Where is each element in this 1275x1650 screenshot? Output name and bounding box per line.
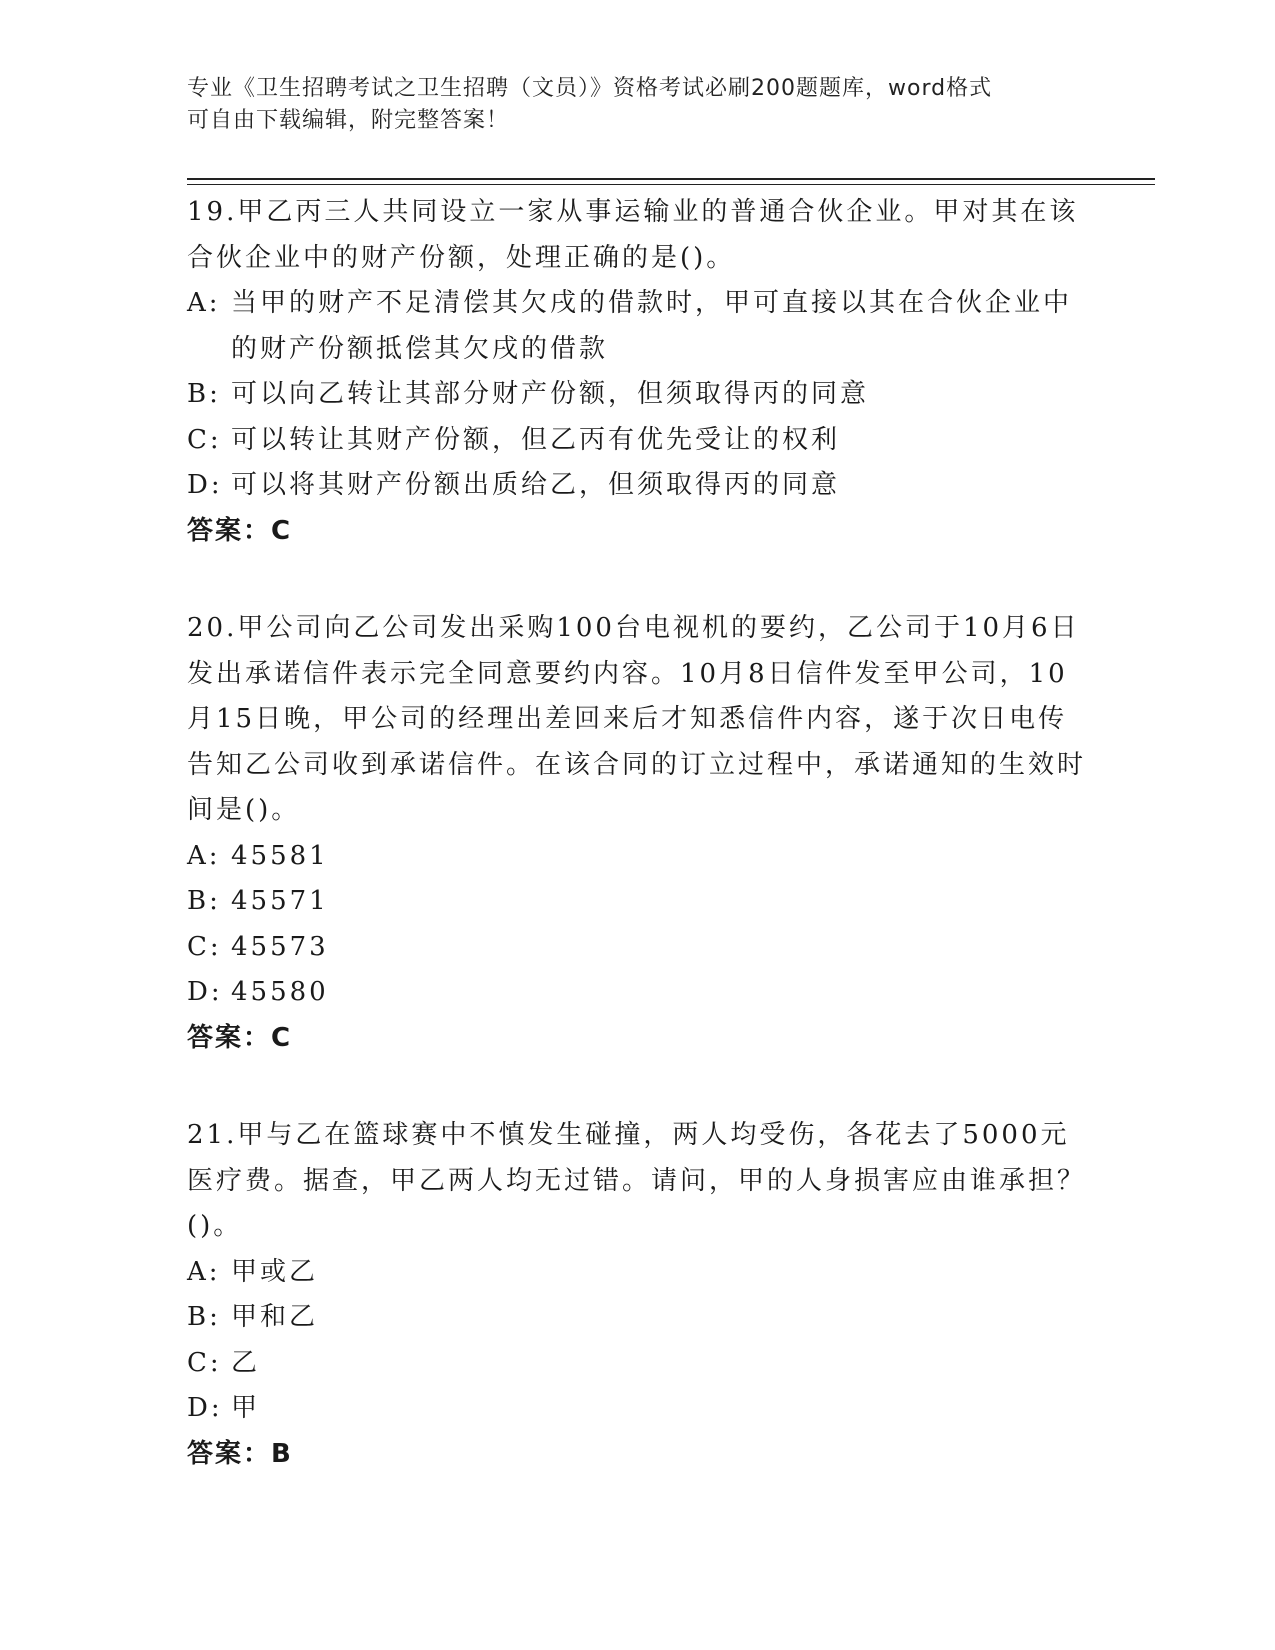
option-b [187,879,1087,925]
option-d [187,1386,1087,1432]
question-20 [187,606,1087,1061]
option-text: 45571 [231,886,329,916]
option-c [187,925,1087,971]
header-line-1: 专业《卫生招聘考试之卫生招聘（文员）》资格考试必刷200题题库，word格式 [187,76,993,101]
option-text: 可以转让其财产份额，但乙丙有优先受让的权利 [231,424,841,455]
option-text: 可以向乙转让其部分财产份额，但须取得丙的同意 [231,379,870,409]
document-header [187,73,1067,137]
option-a [187,281,1087,372]
option-key: A: [187,288,221,318]
answer-line: 答案：B [187,1438,293,1469]
option-key: B: [187,1302,221,1332]
option-key: D: [187,470,223,500]
option-key: B: [187,886,221,916]
question-19 [187,190,1087,554]
option-text: 当甲的财产不足清偿其欠戌的借款时，甲可直接以其在合伙企业中的财产份额抵偿其欠戌的借款 [231,288,1073,364]
option-text: 45580 [231,977,329,1007]
answer-line: 答案：C [187,1022,293,1053]
option-text: 乙 [231,1347,261,1378]
question-stem: 19.甲乙丙三人共同设立一家从事运输业的普通合伙企业。甲对其在该合伙企业中的财产份额，处理正确的是()。 [187,197,1079,273]
option-key: D: [187,977,223,1007]
option-text: 甲 [231,1393,261,1423]
option-key: C: [187,931,222,962]
option-a [187,834,1087,880]
header-line-2: 可自由下载编辑，附完整答案！ [187,108,510,133]
option-key: C: [187,424,222,455]
option-text: 45581 [231,840,329,871]
option-b [187,372,1087,418]
question-list [187,190,1087,1529]
option-key: A: [187,840,221,871]
option-c [187,418,1087,464]
option-key: B: [187,379,221,409]
option-key: D: [187,1393,223,1423]
option-key: C: [187,1347,222,1378]
option-b [187,1295,1087,1341]
question-21 [187,1113,1087,1477]
header-divider-thin [187,184,1155,185]
option-d [187,970,1087,1016]
option-a [187,1250,1087,1296]
option-d [187,463,1087,509]
option-text: 可以将其财产份额出质给乙，但须取得丙的同意 [231,470,841,500]
option-key: A: [187,1256,221,1287]
option-c [187,1341,1087,1387]
option-text: 甲和乙 [231,1302,319,1332]
question-stem: 21.甲与乙在篮球赛中不慎发生碰撞，两人均受伤，各花去了5000元医疗费。据查，甲乙两人均无过错。请问，甲的人身损害应由谁承担？()。 [187,1120,1087,1241]
option-text: 甲或乙 [231,1256,319,1287]
header-divider-thick [187,178,1155,180]
question-stem: 20.甲公司向乙公司发出采购100台电视机的要约，乙公司于10月6日发出承诺信件表示完全同意要约内容。10月8日信件发至甲公司，10月15日晚，甲公司的经理出差回来后才知悉信件内容，遂于次日电传告知乙公司收到承诺信件。在该合同的订立过程中，承诺通知的生效时间是()。 [187,613,1087,825]
option-text: 45573 [231,931,329,962]
answer-line: 答案：C [187,515,293,546]
